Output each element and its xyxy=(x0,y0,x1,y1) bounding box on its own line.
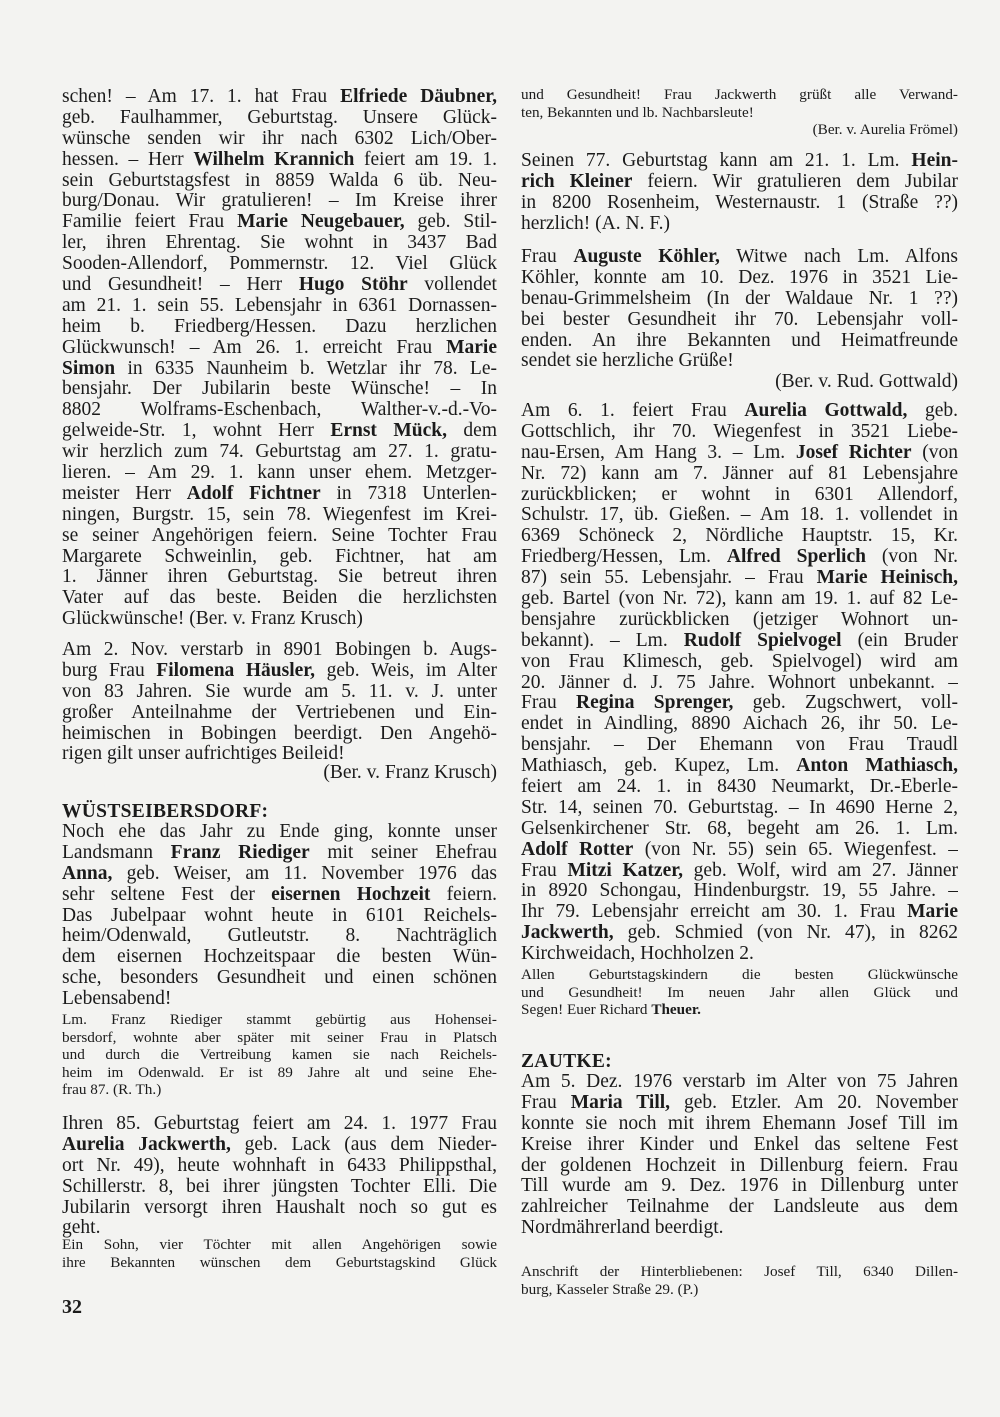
text-run: Nr. 72) kann am 7. Jänner auf 81 Lebensjahre xyxy=(521,463,958,484)
text-run: in 6335 Naunheim b. Wetzlar ihr 78. Le- xyxy=(115,358,497,379)
text-line xyxy=(62,254,497,275)
text-line xyxy=(62,588,497,609)
text-run: Schillerstr. 8, bei ihrer jüngsten Tochter Elli. Die xyxy=(62,1176,497,1197)
text-line xyxy=(62,822,497,843)
text-run: bekannt). – Lm. xyxy=(521,630,684,651)
text-line xyxy=(521,840,958,861)
text-run: (von Nr. 55) sein 65. Wiegenfest. – xyxy=(633,839,958,860)
text-run: Glückwunsch! – Am 26. 1. erreicht Frau xyxy=(62,337,447,358)
text-run: Mathiasch, geb. Kupez, Lm. xyxy=(521,756,797,777)
bold-name: Jackwerth, xyxy=(521,923,614,944)
text-run: Friedberg/Hessen, Lm. xyxy=(521,547,727,568)
text-run: sehr seltene Fest der xyxy=(62,884,272,905)
text-line xyxy=(62,129,497,150)
text-run: bensjahr. Der Jubilarin beste Wünsche! – In xyxy=(62,379,497,400)
text-line xyxy=(62,724,497,745)
text-run: am 21. 1. sein 55. Lebensjahr in 6361 Dornassen- xyxy=(62,295,497,316)
text-run: burg/Donau. Wir gratulieren! – Im Kreise ihrer xyxy=(62,191,497,212)
text-run: Ihren 85. Geburtstag feiert am 24. 1. 1977 Frau xyxy=(62,1114,497,1134)
paragraph-koehler xyxy=(521,247,958,372)
text-run: Witwe nach Lm. Alfons xyxy=(719,247,958,267)
text-run: 20. Jänner d. J. 75 Jahre. Wohnort unbekannt. – xyxy=(521,672,958,693)
text-line xyxy=(62,505,497,526)
text-line xyxy=(521,881,958,902)
bold-name: Rudolf Spielvogel xyxy=(683,630,842,651)
text-line xyxy=(521,505,958,526)
text-line xyxy=(521,1135,958,1156)
text-line xyxy=(521,443,958,464)
page-number: 32 xyxy=(62,1296,82,1318)
text-line xyxy=(521,631,958,652)
text-run: feiert am 24. 1. in 8430 Neumarkt, Dr.-Eberle- xyxy=(521,777,958,798)
text-line xyxy=(521,1197,958,1218)
text-run: geb. Zugschwert, voll- xyxy=(733,693,958,714)
section-heading-zautke: ZAUTKE: xyxy=(521,1051,612,1072)
text-line xyxy=(62,296,497,317)
text-run: (ein Bruder xyxy=(841,630,958,651)
text-run: 8802 Wolframs-Eschenbach, Walther-v.-d.-Vo- xyxy=(62,400,497,421)
text-run: gelweide-Str. 1, wohnt Herr xyxy=(62,421,331,442)
text-run: Das Jubelpaar wohnt heute in 6101 Reichels- xyxy=(62,905,497,926)
text-run: Frau xyxy=(521,1092,571,1113)
bold-name: Adolf Fichtner xyxy=(186,483,321,504)
bold-name: Anna, xyxy=(62,863,113,884)
text-line xyxy=(521,777,958,798)
text-line xyxy=(521,289,958,310)
text-run: feiert am 19. 1. xyxy=(354,149,497,170)
text-line xyxy=(62,661,497,682)
text-run: Gelsenkirchener Str. 68, begeht am 26. 1. Lm. xyxy=(521,818,958,839)
text-run: sein Geburtstagsfest in 8859 Walda 6 üb. Neu- xyxy=(62,170,497,191)
report-credit: (Ber. v. Aurelia Frömel) xyxy=(812,121,958,138)
text-run: nau-Ersen, Am Hang 3. – Lm. xyxy=(521,442,796,463)
text-line xyxy=(521,268,958,289)
text-line xyxy=(62,703,497,724)
bold-name: Alfred Sperlich xyxy=(726,547,866,568)
text-line xyxy=(62,463,497,484)
text-run: burg, Kasseler Straße 29. (P.) xyxy=(521,1280,699,1298)
text-line xyxy=(62,926,497,947)
text-line xyxy=(62,843,497,864)
text-line xyxy=(521,485,958,506)
text-line xyxy=(521,673,958,694)
text-run: 87) sein 55. Lebensjahr. – Frau xyxy=(521,568,817,589)
text-run: hessen. – Herr xyxy=(62,149,194,170)
text-run: vollendet xyxy=(407,275,497,296)
text-run: burg Frau xyxy=(62,660,157,681)
text-line xyxy=(521,331,958,352)
text-run: und durch die Vertreibung kamen sie nach Reichels- xyxy=(62,1046,497,1064)
text-line xyxy=(62,1236,497,1254)
text-run: ort Nr. 49), heute wohnhaft in 6433 Philippsthal, xyxy=(62,1155,497,1176)
text-run: se seiner Angehörigen feiern. Seine Tochter Frau xyxy=(62,525,497,546)
text-run: Vater auf das beste. Beiden die herzlichsten xyxy=(62,588,497,609)
text-run: herzlich! (A. N. F.) xyxy=(521,213,670,234)
text-run: Glückwünsche! (Ber. v. Franz Krusch) xyxy=(62,609,363,630)
bold-name: Maria Till, xyxy=(570,1092,671,1113)
text-run: geb. xyxy=(907,401,958,421)
text-run: Allen Geburtstagskindern die besten Glückwünsche xyxy=(521,966,958,983)
text-run: Till wurde am 9. Dez. 1976 in Dillenburg unter xyxy=(521,1176,958,1197)
text-line xyxy=(521,966,958,984)
text-line xyxy=(521,464,958,485)
text-line xyxy=(62,1135,497,1156)
text-line xyxy=(521,984,958,1002)
text-run: konnte sie noch mit ihrem Ehemann Josef Till im xyxy=(521,1113,958,1134)
text-line xyxy=(521,1263,958,1281)
text-line xyxy=(521,1156,958,1177)
text-run: in 8200 Rosenheim, Westernaustr. 1 (Straße ??) xyxy=(521,192,958,213)
text-line xyxy=(521,798,958,819)
text-run: (von xyxy=(911,442,958,463)
bold-name: Marie xyxy=(907,902,958,923)
text-run: Segen! Euer Richard xyxy=(521,1001,652,1019)
text-line xyxy=(521,923,958,944)
paragraph-birthdays-continued xyxy=(62,87,497,630)
bold-name: Marie Neugebauer, xyxy=(237,212,405,233)
text-run: geb. Schmied (von Nr. 47), in 8262 xyxy=(613,923,958,944)
text-line xyxy=(521,652,958,673)
text-run: heimischen in Bobingen beerdigt. Den Angehö- xyxy=(62,723,497,744)
text-run: (von Nr. xyxy=(865,547,958,568)
text-line xyxy=(521,104,958,122)
text-run: heim b. Friedberg/Hessen. Dazu herzlichen xyxy=(62,316,497,337)
text-run: Frau xyxy=(521,247,574,267)
text-line xyxy=(62,150,497,171)
text-line xyxy=(521,247,958,268)
text-run: bensjahre zurückblicken (jetziger Wohnort un- xyxy=(521,609,958,630)
text-run: endet in Aindling, 8890 Aichach 26, ihr 50. Le- xyxy=(521,714,958,735)
text-run: Am 5. Dez. 1976 verstarb im Alter von 75 Jahren xyxy=(521,1072,958,1092)
text-line xyxy=(62,1177,497,1198)
bold-name: Regina Sprenger, xyxy=(576,693,734,714)
text-line xyxy=(62,1064,497,1082)
note-till-address xyxy=(521,1263,958,1298)
text-line xyxy=(62,1198,497,1219)
text-line xyxy=(521,214,958,235)
text-line xyxy=(521,351,958,372)
text-line xyxy=(62,1156,497,1177)
text-run: Margarete Schweinlin, geb. Fichtner, hat am xyxy=(62,546,497,567)
text-run: Am 6. 1. feiert Frau xyxy=(521,401,745,421)
text-run: von 83 Jahren. Sie wurde am 5. 11. v. J. unter xyxy=(62,681,497,702)
text-run: Ihr 79. Lebensjahr erreicht am 30. 1. Frau xyxy=(521,902,908,923)
text-run: lieren. – Am 29. 1. kann unser ehem. Metzger- xyxy=(62,463,497,484)
text-run: großer Anteilnahme der Vertriebenen und Ein- xyxy=(62,702,497,723)
note-jackwerth-continued xyxy=(521,86,958,121)
text-line xyxy=(62,338,497,359)
text-line xyxy=(62,968,497,989)
bold-name: rich Kleiner xyxy=(521,171,633,192)
text-line xyxy=(521,547,958,568)
text-line xyxy=(62,400,497,421)
bold-name: Hein- xyxy=(911,151,958,171)
text-run: der goldenen Hochzeit in Dillenburg feiern. Frau xyxy=(521,1155,958,1176)
text-line xyxy=(521,1093,958,1114)
report-credit: (Ber. v. Rud. Gottwald) xyxy=(775,371,958,392)
text-run: geb. Stil- xyxy=(404,212,497,233)
text-line xyxy=(62,359,497,380)
text-run: Frau xyxy=(521,860,568,881)
text-line xyxy=(62,682,497,703)
text-run: bersdorf, wohnte aber später mit seiner Frau in Platsch xyxy=(62,1028,497,1046)
paragraph-iron-wedding xyxy=(62,822,497,1010)
text-run: enden. An ihre Bekannten und Heimatfreunde xyxy=(521,330,958,351)
text-line xyxy=(521,193,958,214)
text-line xyxy=(521,693,958,714)
section-heading-wuestseibersdorf: WÜSTSEIBERSDORF: xyxy=(62,801,269,822)
text-run: Jubilarin versorgt ihren Haushalt noch so gut es xyxy=(62,1197,497,1218)
text-run: Landsmann xyxy=(62,842,171,863)
text-run: ningen, Burgstr. 15, sein 78. Wiegenfest im Krei- xyxy=(62,504,497,525)
text-run: geb. Bartel (von Nr. 72), kann am 19. 1. auf 82 Le- xyxy=(521,589,958,610)
bold-name: Ernst Mück, xyxy=(330,421,447,442)
text-run: Lebensabend! xyxy=(62,989,172,1010)
paragraph-jackwerth-birthday xyxy=(62,1114,497,1239)
text-line xyxy=(62,526,497,547)
text-line xyxy=(62,1081,497,1099)
bold-name: Wilhelm Krannich xyxy=(193,149,355,170)
bold-name: Marie Heinisch, xyxy=(816,568,958,589)
text-run: benau-Grimmelsheim (In der Waldaue Nr. 1 ??) xyxy=(521,288,958,309)
bold-name: Aurelia Jackwerth, xyxy=(62,1134,231,1155)
text-line xyxy=(521,1281,958,1299)
bold-name: Elfriede Däubner, xyxy=(340,87,497,107)
text-line xyxy=(521,86,958,104)
text-run: geb. Weis, im Alter xyxy=(315,660,497,681)
text-line xyxy=(62,1046,497,1064)
note-greetings-theuer xyxy=(521,966,958,1019)
text-line xyxy=(521,401,958,422)
text-line xyxy=(521,151,958,172)
text-run: in 7318 Unterlen- xyxy=(320,483,497,504)
text-run: feiern. Wir gratulieren dem Jubilar xyxy=(632,171,958,192)
text-run: Am 2. Nov. verstarb in 8901 Bobingen b. Augs- xyxy=(62,640,497,660)
text-line xyxy=(62,317,497,338)
text-line xyxy=(521,526,958,547)
text-run: Kirchweidach, Hochholzen 2. xyxy=(521,944,754,965)
text-run: heim/Odenwald, Gutleutstr. 8. Nachträglich xyxy=(62,926,497,947)
text-run: ten, Bekannten und lb. Nachbarsleute! xyxy=(521,103,754,121)
text-run: geb. Wolf, wird am 27. Jänner xyxy=(682,860,958,881)
text-run: dem xyxy=(446,421,497,442)
text-line xyxy=(62,947,497,968)
text-run: frau 87. (R. Th.) xyxy=(62,1081,162,1099)
text-run: ihre Bekannten wünschen dem Geburtstagskind Glück xyxy=(62,1253,497,1271)
text-line xyxy=(62,906,497,927)
paragraph-kleiner xyxy=(521,151,958,235)
bold-name: Simon xyxy=(62,358,116,379)
text-line xyxy=(62,275,497,296)
text-line xyxy=(521,422,958,443)
text-line xyxy=(521,902,958,923)
text-line xyxy=(521,944,958,965)
text-run: von Frau Klimesch, geb. Spielvogel) wird am xyxy=(521,651,958,672)
text-run: wir herzlich zum 74. Geburtstag am 27. 1. gratu- xyxy=(62,442,497,463)
text-line xyxy=(62,442,497,463)
text-line xyxy=(62,1254,497,1272)
text-line xyxy=(521,1114,958,1135)
bold-name: Theuer. xyxy=(651,1001,701,1019)
text-line xyxy=(521,1176,958,1197)
note-jackwerth xyxy=(62,1236,497,1271)
text-line xyxy=(62,547,497,568)
text-run: Seinen 77. Geburtstag kann am 21. 1. Lm. xyxy=(521,151,912,171)
text-line xyxy=(62,1029,497,1047)
text-line xyxy=(521,861,958,882)
bold-name: Adolf Rotter xyxy=(521,839,634,860)
bold-name: Josef Richter xyxy=(795,442,912,463)
text-run: Schulstr. 17, üb. Gießen. – Am 18. 1. vollendet in xyxy=(521,505,958,526)
text-line xyxy=(521,1218,958,1239)
text-line xyxy=(62,171,497,192)
text-run: Sooden-Allendorf, Pommernstr. 12. Viel Glück xyxy=(62,254,497,275)
text-run: und Gesundheit! – Herr xyxy=(62,275,299,296)
text-run: und Gesundheit! Frau Jackwerth grüßt alle Verwand- xyxy=(521,86,958,103)
text-run: bensjahr. – Der Ehemann von Frau Traudl xyxy=(521,735,958,756)
paragraph-obituary-haeusler xyxy=(62,640,497,765)
text-run: ler, ihren Ehrentag. Sie wohnt in 3437 Bad xyxy=(62,233,497,254)
text-run: Noch ehe das Jahr zu Ende ging, konnte unser xyxy=(62,822,497,842)
text-line xyxy=(62,989,497,1010)
text-line xyxy=(521,589,958,610)
paragraph-obituary-till xyxy=(521,1072,958,1239)
bold-name: Mitzi Katzer, xyxy=(567,860,683,881)
text-line xyxy=(62,1011,497,1029)
text-run: bei bester Gesundheit ihr 70. Lebensjahr voll- xyxy=(521,309,958,330)
text-run: Anschrift der Hinterbliebenen: Josef Till, 6340 Dillen- xyxy=(521,1263,958,1280)
text-run: schen! – Am 17. 1. hat Frau xyxy=(62,87,341,107)
paragraph-birthdays-list xyxy=(521,401,958,965)
text-run: dem eisernen Hochzeitspaar die besten Wün- xyxy=(62,947,497,968)
bold-name: Auguste Köhler, xyxy=(573,247,720,267)
text-run: heim im Odenwald. Er ist 89 Jahre alt und seine Ehe- xyxy=(62,1063,497,1081)
text-run: sche, besonders Gesundheit und einen schönen xyxy=(62,968,497,989)
text-run: feiern. xyxy=(430,884,497,905)
bold-name: Aurelia Gottwald, xyxy=(744,401,908,421)
text-line xyxy=(62,864,497,885)
text-line xyxy=(521,756,958,777)
bold-name: Anton Mathiasch, xyxy=(796,756,958,777)
text-run: Gottschlich, ihr 70. Wiegenfest in 3521 Liebe- xyxy=(521,421,958,442)
text-line xyxy=(521,1072,958,1093)
text-line xyxy=(521,310,958,331)
text-line xyxy=(521,714,958,735)
text-line xyxy=(62,567,497,588)
text-line xyxy=(62,191,497,212)
text-run: Familie feiert Frau xyxy=(62,212,238,233)
text-run: rigen gilt unser aufrichtiges Beileid! xyxy=(62,744,345,765)
text-run: 1. Jänner ihren Geburtstag. Sie betreut ihren xyxy=(62,567,497,588)
text-run: geb. Faulhammer, Geburtstag. Unsere Glück- xyxy=(62,107,497,128)
text-run: geb. Weiser, am 11. November 1976 das xyxy=(112,863,497,884)
text-run: und Gesundheit! Im neuen Jahr allen Glück und xyxy=(521,983,958,1001)
text-line xyxy=(521,568,958,589)
text-line xyxy=(62,609,497,630)
text-run: Frau xyxy=(521,693,577,714)
text-run: 6369 Schöneck 2, Nördliche Hauptstr. 15, Kr. xyxy=(521,526,958,547)
text-run: Köhler, konnte am 10. Dez. 1976 in 3521 Lie- xyxy=(521,267,958,288)
text-run: Nordmährerland beerdigt. xyxy=(521,1218,724,1239)
report-credit: (Ber. v. Franz Krusch) xyxy=(323,762,497,783)
text-run: Ein Sohn, vier Töchter mit allen Angehörigen sowie xyxy=(62,1236,497,1253)
text-line xyxy=(62,484,497,505)
bold-name: eisernen Hochzeit xyxy=(271,884,431,905)
text-run: geb. Etzler. Am 20. November xyxy=(670,1092,958,1113)
bold-name: Filomena Häusler, xyxy=(156,660,316,681)
text-line xyxy=(62,212,497,233)
text-run: Kreise ihrer Kinder und Enkel das seltene Fest xyxy=(521,1134,958,1155)
text-run: geb. Lack (aus dem Nieder- xyxy=(230,1134,497,1155)
text-line xyxy=(62,233,497,254)
text-line xyxy=(521,1001,958,1019)
text-run: meister Herr xyxy=(62,483,187,504)
text-line xyxy=(521,819,958,840)
text-run: zahlreicher Teilnahme der Landsleute aus dem xyxy=(521,1197,958,1218)
text-line xyxy=(62,640,497,661)
text-line xyxy=(521,610,958,631)
text-run: in 8920 Schongau, Hindenburgstr. 19, 55 Jahre. – xyxy=(521,881,958,902)
text-line xyxy=(62,87,497,108)
bold-name: Marie xyxy=(446,337,497,358)
text-line xyxy=(521,172,958,193)
text-line xyxy=(62,379,497,400)
text-line xyxy=(62,421,497,442)
text-run: Str. 14, seinen 70. Geburtstag. – In 4690 Herne 2, xyxy=(521,797,958,818)
text-line xyxy=(62,1114,497,1135)
text-line xyxy=(62,885,497,906)
text-line xyxy=(62,108,497,129)
text-run: sendet sie herzliche Grüße! xyxy=(521,351,734,372)
bold-name: Franz Riediger xyxy=(170,842,310,863)
text-line xyxy=(521,735,958,756)
note-riediger xyxy=(62,1011,497,1099)
bold-name: Hugo Stöhr xyxy=(298,275,408,296)
text-run: Lm. Franz Riediger stammt gebürtig aus Hohensei- xyxy=(62,1011,497,1028)
text-run: geht. xyxy=(62,1218,101,1239)
text-run: mit seiner Ehefrau xyxy=(309,842,497,863)
text-run: wünsche senden wir ihr nach 6302 Lich/Ober- xyxy=(62,128,497,149)
text-run: zurückblicken; er wohnt in 6301 Allendorf, xyxy=(521,484,958,505)
